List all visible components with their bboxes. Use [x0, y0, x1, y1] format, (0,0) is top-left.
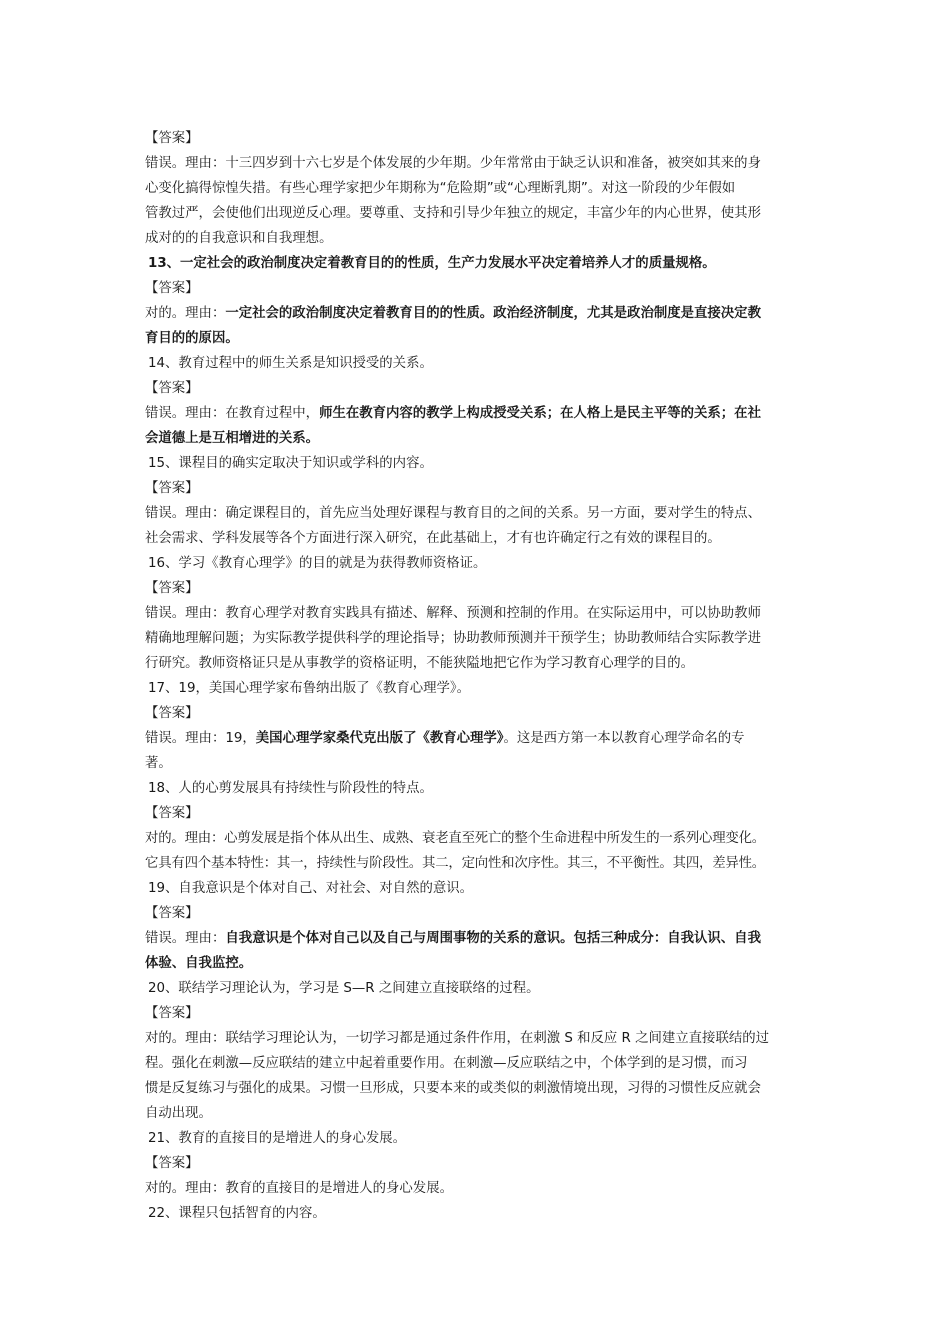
answer-text-line — [145, 426, 813, 451]
text-segment: 错误。理由：在教育过程中， — [145, 406, 320, 421]
text-segment: 精确地理解问题；为实际教学提供科学的理论指导；协助教师预测并干预学生；协助教师结合实际教学进 — [145, 631, 761, 646]
question-line — [145, 551, 813, 576]
bold-text: 美国心理学家桑代克出版了《教育心理学》 — [255, 731, 504, 746]
document-body — [145, 126, 813, 1226]
question-line — [145, 251, 813, 276]
answer-label — [145, 576, 813, 601]
question-line — [145, 876, 813, 901]
text-segment: 成对的的自我意识和自我理想。 — [145, 231, 333, 246]
text-segment: 自动出现。 — [145, 1106, 212, 1121]
text-segment: 心变化搞得惊惶失措。有些心理学家把少年期称为“危险期”或“心理断乳期”。对这一阶段的少年假如 — [145, 181, 736, 196]
answer-label — [145, 376, 813, 401]
text-segment: 错误。理由：教育心理学对教育实践具有描述、解释、预测和控制的作用。在实际运用中，可以协助教师 — [145, 606, 761, 621]
answer-label — [145, 701, 813, 726]
answer-label — [145, 1151, 813, 1176]
answer-text-line — [145, 501, 813, 526]
bold-text: 自我意识是个体对自己以及自己与周围事物的关系的意识。包括三种成分：自我认识、自我 — [225, 931, 761, 946]
text-segment: 。这是西方第一本以教育心理学命名的专 — [503, 731, 745, 746]
text-segment: 15、课程目的确实定取决于知识或学科的内容。 — [148, 456, 433, 471]
text-segment: 错误。理由：十三四岁到十六七岁是个体发展的少年期。少年常常由于缺乏认识和准备，被突如其来的身 — [145, 156, 761, 171]
answer-text-line — [145, 201, 813, 226]
text-segment: 20、联结学习理论认为，学习是 S—R 之间建立直接联络的过程。 — [148, 981, 540, 996]
answer-text-line — [145, 601, 813, 626]
answer-text-line — [145, 851, 813, 876]
text-segment: 【答案】 — [145, 131, 199, 146]
text-segment: 对的。理由：心剪发展是指个体从出生、成熟、衰老直至死亡的整个生命进程中所发生的一系列心理变化。 — [145, 831, 765, 846]
text-segment: 错误。理由：确定课程目的，首先应当处理好课程与教育目的之间的关系。另一方面，要对学生的特点、 — [145, 506, 761, 521]
answer-label — [145, 901, 813, 926]
text-segment: 【答案】 — [145, 481, 199, 496]
text-segment: 18、人的心剪发展具有持续性与阶段性的特点。 — [148, 781, 433, 796]
text-segment: 【答案】 — [145, 581, 199, 596]
bold-text: 师生在教育内容的教学上构成授受关系；在人格上是民主平等的关系；在社 — [319, 406, 761, 421]
question-line — [145, 451, 813, 476]
answer-label — [145, 126, 813, 151]
text-segment: 17、19，美国心理学家布鲁纳出版了《教育心理学》。 — [148, 681, 470, 696]
text-segment: 错误。理由：19， — [145, 731, 256, 746]
answer-text-line — [145, 401, 813, 426]
answer-text-line — [145, 226, 813, 251]
text-segment: 14、教育过程中的师生关系是知识授受的关系。 — [148, 356, 433, 371]
text-segment: 21、教育的直接目的是增进人的身心发展。 — [148, 1131, 407, 1146]
text-segment: 惯是反复练习与强化的成果。习惯一旦形成，只要本来的或类似的刺激情境出现，习得的习惯性反应就会 — [145, 1081, 761, 1096]
text-segment: 错误。理由： — [145, 931, 226, 946]
bold-text: 育目的的原因。 — [145, 331, 239, 346]
answer-text-line — [145, 1026, 813, 1051]
question-line — [145, 676, 813, 701]
answer-text-line — [145, 751, 813, 776]
text-segment: 程。强化在刺激—反应联结的建立中起着重要作用。在刺激—反应联结之中，个体学到的是习惯，而习 — [145, 1056, 748, 1071]
answer-text-line — [145, 326, 813, 351]
answer-text-line — [145, 651, 813, 676]
text-segment: 对的。理由：教育的直接目的是增进人的身心发展。 — [145, 1181, 453, 1196]
answer-text-line — [145, 176, 813, 201]
answer-text-line — [145, 1051, 813, 1076]
answer-text-line — [145, 951, 813, 976]
text-segment: 19、自我意识是个体对自己、对社会、对自然的意识。 — [148, 881, 474, 896]
question-line — [145, 976, 813, 1001]
text-segment: 22、课程只包括智育的内容。 — [148, 1206, 326, 1221]
text-segment: 对的。理由： — [145, 306, 226, 321]
bold-text: 一定社会的政治制度决定着教育目的的性质。政治经济制度，尤其是政治制度是直接决定教 — [225, 306, 761, 321]
answer-text-line — [145, 526, 813, 551]
answer-label — [145, 1001, 813, 1026]
text-segment: 16、学习《教育心理学》的目的就是为获得教师资格证。 — [148, 556, 487, 571]
bold-text: 体验、自我监控。 — [145, 956, 253, 971]
text-segment: 【答案】 — [145, 806, 199, 821]
answer-label — [145, 801, 813, 826]
answer-text-line — [145, 301, 813, 326]
text-segment: 【答案】 — [145, 381, 199, 396]
answer-text-line — [145, 726, 813, 751]
bold-text: 13、一定社会的政治制度决定着教育目的的性质，生产力发展水平决定着培养人才的质量规格。 — [148, 256, 716, 271]
answer-text-line — [145, 626, 813, 651]
text-segment: 【答案】 — [145, 281, 199, 296]
text-segment: 行研究。教师资格证只是从事教学的资格证明，不能狭隘地把它作为学习教育心理学的目的。 — [145, 656, 695, 671]
answer-text-line — [145, 926, 813, 951]
answer-label — [145, 476, 813, 501]
text-segment: 它具有四个基本特性：其一，持续性与阶段性。其二，定向性和次序性。其三，不平衡性。其四，差异性。 — [145, 856, 765, 871]
answer-label — [145, 276, 813, 301]
text-segment: 【答案】 — [145, 1006, 199, 1021]
question-line — [145, 1126, 813, 1151]
text-segment: 【答案】 — [145, 906, 199, 921]
bold-text: 会道德上是互相增进的关系。 — [145, 431, 320, 446]
answer-text-line — [145, 1176, 813, 1201]
answer-text-line — [145, 151, 813, 176]
question-line — [145, 776, 813, 801]
text-segment: 管教过严，会使他们出现逆反心理。要尊重、支持和引导少年独立的规定，丰富少年的内心世界，使其形 — [145, 206, 761, 221]
answer-text-line — [145, 1101, 813, 1126]
question-line — [145, 1201, 813, 1226]
text-segment: 【答案】 — [145, 706, 199, 721]
answer-text-line — [145, 1076, 813, 1101]
text-segment: 【答案】 — [145, 1156, 199, 1171]
text-segment: 对的。理由：联结学习理论认为，一切学习都是通过条件作用，在刺激 S 和反应 R 之间建立直接联结的过 — [145, 1031, 770, 1046]
question-line — [145, 351, 813, 376]
answer-text-line — [145, 826, 813, 851]
text-segment: 著。 — [145, 756, 172, 771]
text-segment: 社会需求、学科发展等各个方面进行深入研究，在此基础上，才有也许确定行之有效的课程目的。 — [145, 531, 721, 546]
